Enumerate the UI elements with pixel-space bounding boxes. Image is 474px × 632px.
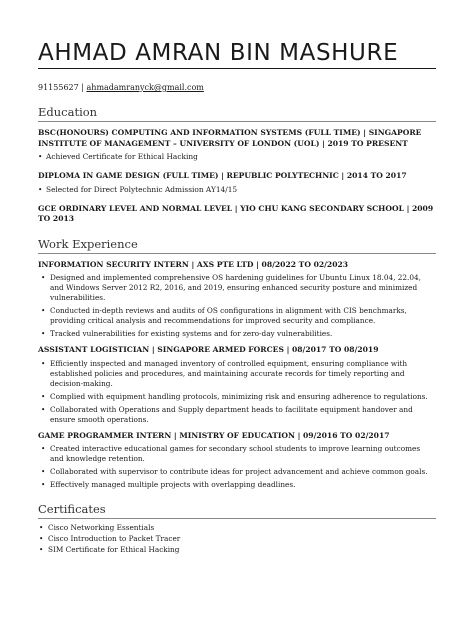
section-divider xyxy=(38,253,436,254)
bullet-icon: • xyxy=(41,358,46,368)
bullet-text: Collaborated with Operations and Supply department heads to facilitate equipment handover and ensure smooth operations. xyxy=(50,404,413,424)
job-bullets xyxy=(38,273,436,339)
bullet-text: Efficiently inspected and managed inventory of controlled equipment, ensuring compliance with established policies and procedures, and maintaining accurate records for timely reporting and decision-making. xyxy=(50,358,408,388)
bullet-icon: • xyxy=(39,545,44,554)
list-item xyxy=(38,533,436,544)
list-item xyxy=(38,306,436,326)
bullet-icon: • xyxy=(39,534,44,543)
candidate-name: AHMAD AMRAN BIN MASHURE xyxy=(38,40,399,66)
bullet-text: Tracked vulnerabilities for existing systems and for zero-day vulnerabilities. xyxy=(50,329,333,338)
contact-line xyxy=(38,83,436,92)
certificate-text: Cisco Introduction to Packet Tracer xyxy=(48,534,181,543)
bullet-text: Effectively managed multiple projects with overlapping deadlines. xyxy=(50,480,296,489)
education-entry-heading: BSC(HONOURS) COMPUTING AND INFORMATION SYSTEMS (FULL TIME) | SINGAPORE INSTITUTE OF MANAGEMENT – UNIVERSITY OF LONDON (UOL) | 2019 TO PRESENT xyxy=(38,128,422,148)
education-detail-text: Selected for Direct Polytechnic Admission AY14/15 xyxy=(46,184,238,194)
list-item xyxy=(38,359,436,389)
bullet-text: Created interactive educational games for secondary school students to improve learning outcomes and knowledge retention. xyxy=(50,444,421,463)
certificate-text: Cisco Networking Essentials xyxy=(48,523,155,532)
bullet-icon: • xyxy=(41,306,46,315)
job-heading: INFORMATION SECURITY INTERN | AXS PTE LTD | 08/2022 TO 02/2023 xyxy=(38,259,349,269)
certificates-list xyxy=(38,522,436,555)
job-heading: GAME PROGRAMMER INTERN | MINISTRY OF EDUCATION | 09/2016 TO 02/2017 xyxy=(38,430,390,440)
job-heading: ASSISTANT LOGISTICIAN | SINGAPORE ARMED FORCES | 08/2017 TO 08/2019 xyxy=(38,345,379,354)
section-divider xyxy=(38,518,436,519)
section-divider xyxy=(38,121,436,122)
list-item xyxy=(38,522,436,533)
bullet-icon: • xyxy=(39,523,44,532)
phone-number: 91155627 xyxy=(38,83,79,92)
bullet-icon: • xyxy=(41,444,46,453)
bullet-text: Conducted in-depth reviews and audits of OS configurations in alignment with CIS benchmarks, providing critical analysis and recommendations for improved security and compliance. xyxy=(50,306,407,325)
list-item xyxy=(38,273,436,303)
bullet-text: Designed and implemented comprehensive OS hardening guidelines for Ubuntu Linux 18.04, 22.04, and Windows Server 2012 R2, 2016, and 2019, ensuring enhanced security posture and minimized vulnerabilities. xyxy=(50,273,421,302)
education-entry-detail xyxy=(38,185,436,195)
education-entry-heading: GCE ORDINARY LEVEL AND NORMAL LEVEL | YIO CHU KANG SECONDARY SCHOOL | 2009 TO 2013 xyxy=(38,203,434,223)
certificate-text: SIM Certificate for Ethical Hacking xyxy=(48,545,180,554)
education-entry-heading: DIPLOMA IN GAME DESIGN (FULL TIME) | REPUBLIC POLYTECHNIC | 2014 TO 2017 xyxy=(38,171,407,180)
email-link[interactable]: ahmadamranyck@gmail.com xyxy=(86,83,204,92)
bullet-text: Complied with equipment handling protocols, minimizing risk and ensuring adherence to regulations. xyxy=(50,391,428,401)
job-bullets xyxy=(38,444,436,490)
bullet-text: Collaborated with supervisor to contribute ideas for project advancement and achieve common goals. xyxy=(50,467,428,476)
bullet-icon: • xyxy=(41,329,46,338)
bullet-icon: • xyxy=(38,184,43,194)
list-item xyxy=(38,444,436,464)
education-section xyxy=(38,105,436,225)
header-divider xyxy=(38,68,436,69)
list-item xyxy=(38,392,436,402)
bullet-icon: • xyxy=(41,391,46,401)
list-item xyxy=(38,544,436,555)
list-item xyxy=(38,405,436,425)
job-bullets xyxy=(38,359,436,425)
education-title: Education xyxy=(38,105,98,119)
bullet-icon: • xyxy=(41,467,46,476)
education-entry-detail xyxy=(38,152,436,162)
bullet-icon: • xyxy=(41,273,46,282)
certificates-title: Certificates xyxy=(38,502,106,516)
bullet-icon: • xyxy=(41,480,46,489)
certificates-section xyxy=(38,502,436,555)
work-section xyxy=(38,237,436,491)
education-detail-text: Achieved Certificate for Ethical Hacking xyxy=(46,152,198,161)
list-item xyxy=(38,329,436,339)
work-title: Work Experience xyxy=(38,236,138,251)
bullet-icon: • xyxy=(41,404,46,414)
bullet-icon: • xyxy=(38,152,43,161)
contact-separator: | xyxy=(81,83,84,92)
list-item xyxy=(38,480,436,490)
list-item xyxy=(38,467,436,477)
